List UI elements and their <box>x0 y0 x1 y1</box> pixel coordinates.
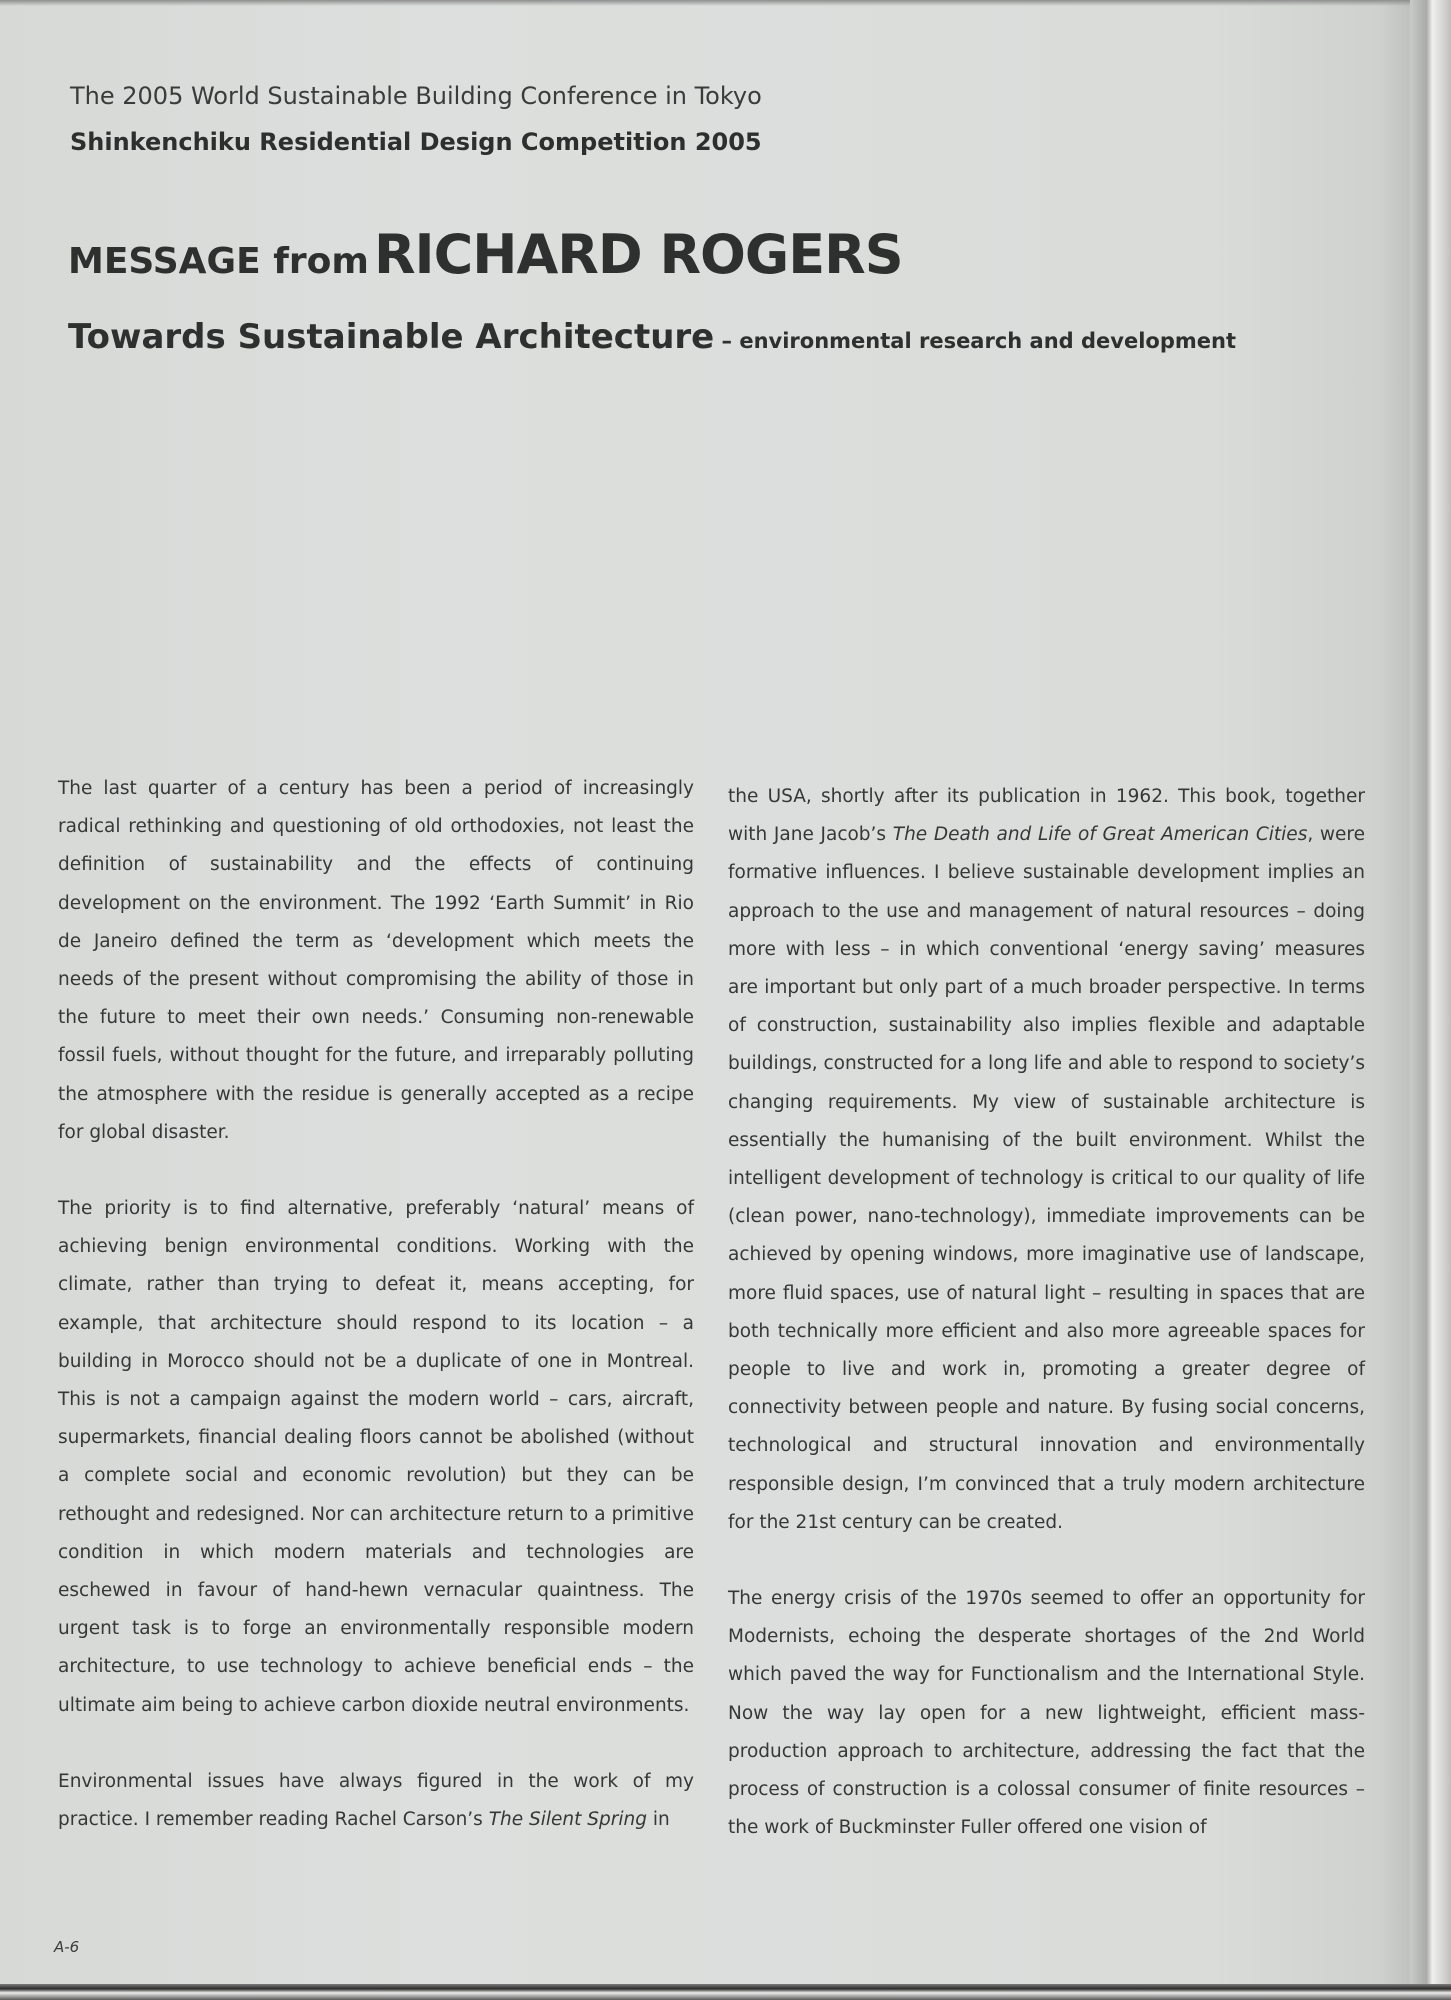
right-p1-tail: , were formative influences. I believe sustainable development implies an approach to the use and management of natural resources – doing more with less – in which conventional ‘energy saving’ measures are important but only part of a much broader perspective. In terms of construction, sustainability also implies flexible and adaptable buildings, constructed for a long life and able to respond to society’s changing requirements. My view of sustainable architecture is essentially the humanising of the built environment. Whilst the intelligent development of technology is critical to our quality of life (clean power, nano-technology), immediate improvements can be achieved by opening windows, more imaginative use of landscape, more fluid spaces, use of natural light – resulting in spaces that are both technically more efficient and also more agreeable spaces for people to live and work in, promoting a greater degree of connectivity between people and nature. By fusing social concerns, technological and structural innovation and environmentally responsible design, I’m convinced that a truly modern architecture for the 21st century can be created. <box>728 824 1366 1533</box>
left-paragraph-2: The priority is to find alternative, preferably ‘natural’ means of achieving benign environmental conditions. Working with the climate, rather than trying to defeat it, means accepting, for example, that architecture should respond to its location – a building in Morocco should not be a duplicate of one in Montreal. This is not a campaign against the modern world – cars, aircraft, supermarkets, financial dealing floors cannot be abolished (without a complete social and economic revolution) but they can be rethought and redesigned. Nor can architecture return to a primitive condition in which modern materials and technologies are eschewed in favour of hand-hewn vernacular quaintness. The urgent task is to forge an environmentally responsible modern architecture, to use technology to achieve beneficial ends – the ultimate aim being to achieve carbon dioxide neutral environments. <box>58 1198 694 1716</box>
right-p1-book-title: The Death and Life of Great American Cities <box>892 824 1308 846</box>
page-top-shadow <box>0 0 1422 6</box>
competition-heading: Shinkenchiku Residential Design Competition 2005 <box>70 128 762 156</box>
page-gutter-edge <box>1410 0 1451 2000</box>
right-paragraph-2: The energy crisis of the 1970s seemed to offer an opportunity for Modernists, echoing the desperate shortages of the 2nd World which paved the way for Functionalism and the International Style. Now the way lay open for a new lightweight, efficient mass-production approach to architecture, addressing the fact that the process of construction is a colossal consumer of finite resources – the work of Buckminster Fuller offered one vision of <box>728 1588 1365 1839</box>
conference-heading: The 2005 World Sustainable Building Conference in Tokyo <box>70 82 762 110</box>
page-subtitle <box>68 317 1236 357</box>
left-column <box>58 770 694 1839</box>
page-bottom-edge <box>0 1984 1451 2000</box>
left-paragraph-1: The last quarter of a century has been a period of increasingly radical rethinking and questioning of old orthodoxies, not least the definition of sustainability and the effects of continuing development on the environment. The 1992 ‘Earth Summit’ in Rio de Janeiro defined the term as ‘development which meets the needs of the present without compromising the ability of those in the future to meet their own needs.’ Consuming non-renewable fossil fuels, without thought for the future, and irreparably polluting the atmosphere with the residue is generally accepted as a recipe for global disaster. <box>58 778 694 1143</box>
left-p3-book-title: The Silent Spring <box>488 1809 647 1831</box>
subtitle-rest: – environmental research and development <box>714 329 1236 353</box>
left-p3-tail: in <box>646 1809 670 1831</box>
title-name: RICHARD ROGERS <box>373 223 903 286</box>
subtitle-main: Towards Sustainable Architecture <box>68 317 715 357</box>
page-title <box>68 223 903 286</box>
page-number: A-6 <box>54 1938 80 1956</box>
right-paragraph-1 <box>728 778 1365 1542</box>
right-p1-text: the USA, shortly after its publication in 1962. This book, together with Jane Jacob’s <box>728 786 1365 846</box>
left-p3-text: Environmental issues have always figured in the work of my practice. I remember reading Rachel Carson’s <box>58 1770 694 1831</box>
right-column <box>728 778 1365 1847</box>
title-prefix: MESSAGE from <box>68 241 369 282</box>
left-paragraph-3 <box>58 1763 694 1839</box>
